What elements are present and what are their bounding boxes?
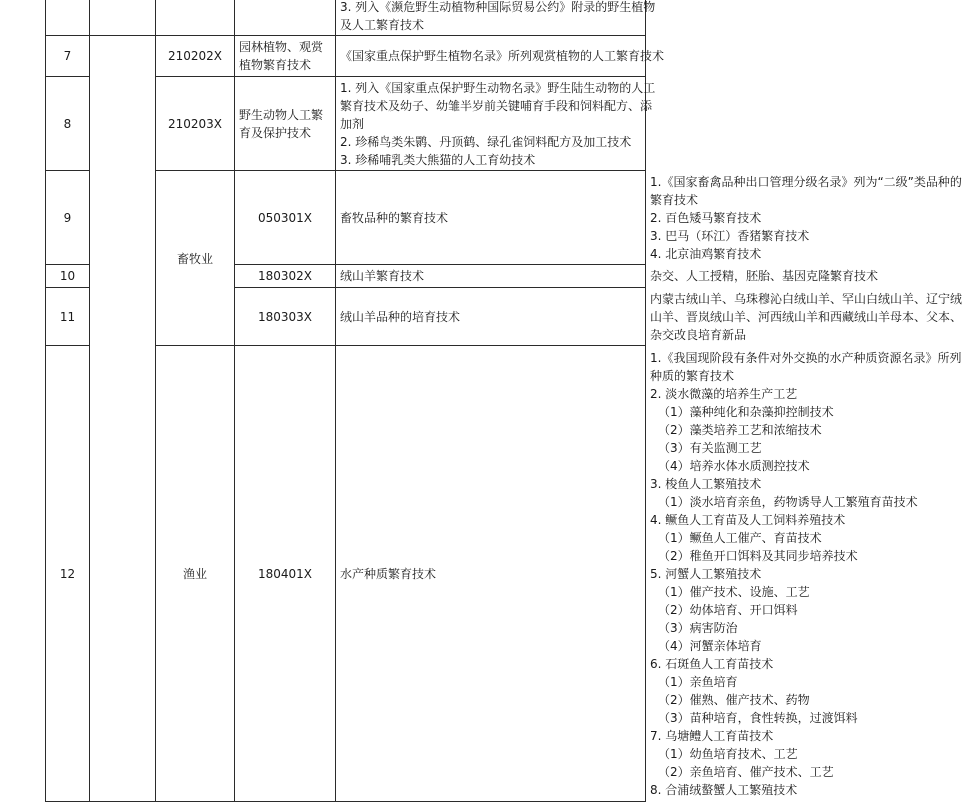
row-number: 11 bbox=[46, 288, 90, 346]
table-row bbox=[46, 36, 646, 77]
row-number: 9 bbox=[46, 171, 90, 265]
detail-line: （3）有关监测工艺 bbox=[658, 440, 762, 455]
technology-details bbox=[336, 0, 656, 36]
detail-line: 及人工繁育技术 bbox=[340, 18, 425, 32]
technology-name: 园林植物、观赏植物繁育技术 bbox=[235, 36, 336, 77]
detail-line: （2）催熟、催产技术、药物 bbox=[658, 692, 810, 707]
code-cell bbox=[156, 0, 235, 36]
row-number: 8 bbox=[46, 77, 90, 171]
technology-details bbox=[336, 77, 656, 171]
detail-line: （2）亲鱼培育、催产技术、工艺 bbox=[658, 764, 834, 779]
technology-name bbox=[235, 0, 336, 36]
detail-line: （3）苗种培育，食性转换，过渡饵料 bbox=[658, 710, 858, 725]
table-row bbox=[46, 0, 646, 36]
category-cell bbox=[90, 36, 156, 802]
category-cell: 渔业 bbox=[156, 346, 235, 802]
table-row: 10 180302X 绒山羊繁育技术 杂交、人工授精，胚胎、基因克隆繁育技术 bbox=[46, 265, 646, 288]
detail-line: （1）鳜鱼人工催产、育苗技术 bbox=[658, 530, 822, 545]
technology-name: 绒山羊品种的培育技术 bbox=[336, 288, 646, 346]
code-cell: 180302X bbox=[235, 265, 336, 288]
category-cell: 畜牧业 bbox=[156, 171, 235, 346]
detail-line: （2）幼体培育、开口饵料 bbox=[658, 602, 798, 617]
code-cell: 180401X bbox=[235, 346, 336, 802]
table-row: 9 畜牧业 050301X 畜牧品种的繁育技术 1.《国家畜禽品种出口管理分级名录》列为“二级”类品种的 繁育技术 2. 百色矮马繁育技术 3. 巴马（环江）香猪繁育技术 4. 北京油鸡繁育技术 bbox=[46, 171, 646, 265]
detail-line: 1. 列入《国家重点保护野生动物名录》野生陆生动物的人工 bbox=[340, 80, 656, 95]
detail-line: 繁育技术及幼子、幼雏半岁前关键哺育手段和饲料配方、添 bbox=[340, 98, 653, 113]
technology-name: 绒山羊繁育技术 bbox=[336, 265, 646, 288]
detail-line: （1）催产技术、设施、工艺 bbox=[658, 584, 810, 599]
detail-line: （1）藻种纯化和杂藻抑控制技术 bbox=[658, 404, 834, 419]
table-row: 12 渔业 180401X 水产种质繁育技术 1.《我国现阶段有条件对外交换的水产种质资源名录》所列 种质的繁育技术 2. 淡水微藻的培养生产工艺 （1）藻种纯化和杂藻抑控制技术 （2）藻类培养工艺和浓缩技术 （3）有关监测工艺 （4）培养水体水质测控技术 3. 梭鱼人工繁殖技术 （1）淡水培育亲鱼，药物诱导人工繁殖育苗技术 4. 鳜鱼人工育苗及人工饲料养殖技术 （1）鳜鱼人工催产、育苗技术 （2）稚鱼开口饵料及其同步培养技术 5. 河蟹人工繁殖技术 （1）催产技术、设施、工艺 （2）幼体培育、开口饵料 （3）病害防治 （4）河蟹亲体培育 6. 石斑鱼人工育苗技术 （1）亲鱼培育 （2）催熟、催产技术、药物 （3）苗种培育，食性转换，过渡饵料 7. 乌塘鳢人工育苗技术 （1）幼鱼培育技术、工艺 （2）亲鱼培育、催产技术、工艺 8. 合浦绒螯蟹人工繁殖技术 bbox=[46, 346, 646, 802]
detail-line: （4）培养水体水质测控技术 bbox=[658, 458, 810, 473]
technology-name: 野生动物人工繁育及保护技术 bbox=[235, 77, 336, 171]
row-number bbox=[46, 0, 90, 36]
code-cell: 180303X bbox=[235, 288, 336, 346]
detail-line: 3. 珍稀哺乳类大熊猫的人工育幼技术 bbox=[340, 152, 536, 167]
row-number: 7 bbox=[46, 36, 90, 77]
detail-line: （1）亲鱼培育 bbox=[658, 674, 738, 689]
detail-line: （2）稚鱼开口饵料及其同步培养技术 bbox=[658, 548, 858, 563]
detail-line: 3. 列入《濒危野生动植物种国际贸易公约》附录的野生植物 bbox=[340, 0, 656, 14]
technology-name: 畜牧品种的繁育技术 bbox=[336, 171, 646, 265]
detail-line: （1）淡水培育亲鱼，药物诱导人工繁殖育苗技术 bbox=[658, 494, 918, 509]
category-cell bbox=[90, 0, 156, 36]
technology-table bbox=[45, 0, 962, 802]
code-cell: 210202X bbox=[156, 36, 235, 77]
code-cell: 210203X bbox=[156, 77, 235, 171]
detail-line: 加剂 bbox=[340, 116, 365, 131]
detail-line: 《国家重点保护野生植物名录》所列观赏植物的人工繁育技术 bbox=[340, 49, 665, 63]
detail-line: （3）病害防治 bbox=[658, 620, 738, 635]
detail-line: （4）河蟹亲体培育 bbox=[658, 638, 762, 653]
row-number: 12 bbox=[46, 346, 90, 802]
technology-name: 水产种质繁育技术 bbox=[336, 346, 646, 802]
detail-line: （1）幼鱼培育技术、工艺 bbox=[658, 746, 798, 761]
detail-line: 2. 珍稀鸟类朱鹮、丹顶鹤、绿孔雀饲料配方及加工技术 bbox=[340, 134, 632, 149]
technology-details bbox=[336, 36, 665, 77]
table-row: 11 180303X 绒山羊品种的培育技术 内蒙古绒山羊、乌珠穆沁白绒山羊、罕山白绒山羊、辽宁绒 山羊、晋岚绒山羊、河西绒山羊和西藏绒山羊母本、父本、 杂交改良培育新品 bbox=[46, 288, 646, 346]
row-number: 10 bbox=[46, 265, 90, 288]
detail-line: （2）藻类培养工艺和浓缩技术 bbox=[658, 422, 822, 437]
code-cell: 050301X bbox=[235, 171, 336, 265]
